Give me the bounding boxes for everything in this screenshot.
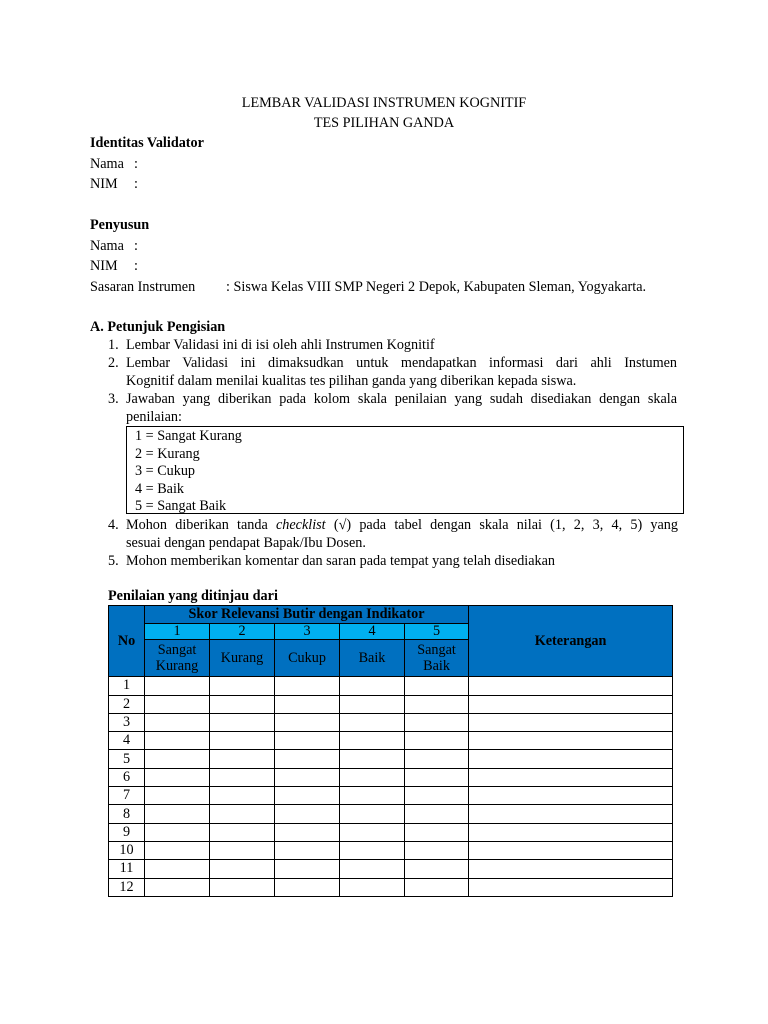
petunjuk-item-text-cont: Kognitif dalam menilai kualitas tes pilihan ganda yang diberikan kepada siswa.: [126, 373, 577, 389]
score-label: Sangat Kurang: [145, 640, 210, 677]
rating-scale-box: [126, 426, 684, 514]
row-number: 4: [109, 732, 145, 750]
petunjuk-item-text: Jawaban yang diberikan pada kolom skala penilaian yang sudah disediakan dengan skala: [126, 391, 677, 407]
score-cell[interactable]: [275, 677, 340, 695]
document-title-line1: LEMBAR VALIDASI INSTRUMEN KOGNITIF: [241, 95, 527, 111]
score-cell[interactable]: [275, 750, 340, 768]
scale-item: 1 = Sangat Kurang: [135, 428, 242, 444]
score-cell[interactable]: [405, 841, 469, 859]
score-label: Baik: [340, 640, 405, 677]
row-number: 1: [109, 677, 145, 695]
row-number: 9: [109, 823, 145, 841]
score-cell[interactable]: [210, 750, 275, 768]
scale-item: 5 = Sangat Baik: [135, 498, 227, 514]
score-number: 1: [145, 624, 210, 640]
score-cell[interactable]: [340, 860, 405, 878]
column-header-no: No: [109, 606, 145, 677]
score-cell[interactable]: [275, 695, 340, 713]
score-cell[interactable]: [210, 841, 275, 859]
score-cell[interactable]: [210, 805, 275, 823]
row-number: 6: [109, 768, 145, 786]
column-header-group: Skor Relevansi Butir dengan Indikator: [145, 606, 469, 624]
score-cell[interactable]: [210, 768, 275, 786]
score-label: Kurang: [210, 640, 275, 677]
score-cell[interactable]: [340, 695, 405, 713]
keterangan-cell[interactable]: [469, 860, 673, 878]
score-cell[interactable]: [145, 732, 210, 750]
table-row: [109, 787, 673, 805]
score-cell[interactable]: [405, 787, 469, 805]
validation-table: [108, 605, 673, 897]
penilaian-heading: Penilaian yang ditinjau dari: [108, 588, 278, 604]
petunjuk-item-number: 4.: [108, 517, 119, 533]
petunjuk-item-text: Mohon memberikan komentar dan saran pada tempat yang telah disediakan: [126, 553, 556, 569]
score-cell[interactable]: [340, 677, 405, 695]
score-cell[interactable]: [340, 713, 405, 731]
score-cell[interactable]: [210, 695, 275, 713]
score-cell[interactable]: [340, 732, 405, 750]
score-cell[interactable]: [405, 695, 469, 713]
petunjuk-item-text-cont: penilaian:: [126, 409, 182, 425]
keterangan-cell[interactable]: [469, 878, 673, 896]
score-cell[interactable]: [275, 713, 340, 731]
score-cell[interactable]: [145, 750, 210, 768]
scale-item: 3 = Cukup: [135, 463, 196, 479]
score-cell[interactable]: [340, 878, 405, 896]
table-row: [109, 841, 673, 859]
score-cell[interactable]: [405, 713, 469, 731]
row-number: 5: [109, 750, 145, 768]
score-cell[interactable]: [145, 787, 210, 805]
score-cell[interactable]: [405, 750, 469, 768]
score-number: 5: [405, 624, 469, 640]
keterangan-cell[interactable]: [469, 677, 673, 695]
petunjuk-item-text: Lembar Validasi ini dimaksudkan untuk mendapatkan informasi dari ahli Instumen: [126, 355, 677, 371]
score-cell[interactable]: [405, 732, 469, 750]
column-header-keterangan: Keterangan: [469, 606, 673, 677]
table-row: [109, 805, 673, 823]
petunjuk-item-text: Lembar Validasi ini di isi oleh ahli Instrumen Kognitif: [126, 337, 435, 353]
validator-heading: Identitas Validator: [90, 135, 204, 151]
petunjuk-item-number: 5.: [108, 553, 119, 569]
score-cell[interactable]: [405, 878, 469, 896]
score-cell[interactable]: [210, 787, 275, 805]
table-row: [109, 677, 673, 695]
score-cell[interactable]: [340, 750, 405, 768]
score-cell[interactable]: [340, 841, 405, 859]
petunjuk-item-text: Mohon diberikan tanda checklist (√) pada tabel dengan skala nilai (1, 2, 3, 4, 5) yang: [126, 517, 678, 533]
score-cell[interactable]: [210, 713, 275, 731]
row-number: 10: [109, 841, 145, 859]
table-row: [109, 860, 673, 878]
penyusun-nama-label: Nama: [90, 238, 124, 254]
score-cell[interactable]: [275, 805, 340, 823]
scale-item: 2 = Kurang: [135, 445, 200, 462]
table-row: [109, 768, 673, 786]
penyusun-nim-colon: :: [134, 258, 138, 274]
score-cell[interactable]: [145, 713, 210, 731]
keterangan-cell[interactable]: [469, 841, 673, 859]
score-cell[interactable]: [275, 768, 340, 786]
row-number: 3: [109, 713, 145, 731]
penyusun-nama-colon: :: [134, 238, 138, 254]
table-row: [109, 878, 673, 896]
keterangan-cell[interactable]: [469, 768, 673, 786]
score-cell[interactable]: [210, 823, 275, 841]
score-cell[interactable]: [210, 732, 275, 750]
score-cell[interactable]: [145, 805, 210, 823]
score-cell[interactable]: [275, 878, 340, 896]
score-cell[interactable]: [275, 841, 340, 859]
table-row: [109, 695, 673, 713]
table-row: [109, 713, 673, 731]
score-cell[interactable]: [145, 677, 210, 695]
score-cell[interactable]: [145, 768, 210, 786]
score-cell[interactable]: [145, 823, 210, 841]
score-cell[interactable]: [340, 823, 405, 841]
score-cell[interactable]: [210, 860, 275, 878]
score-cell[interactable]: [145, 695, 210, 713]
validator-nim-colon: :: [134, 176, 138, 192]
score-cell[interactable]: [405, 768, 469, 786]
score-cell[interactable]: [340, 805, 405, 823]
petunjuk-heading: A. Petunjuk Pengisian: [90, 319, 226, 335]
score-cell[interactable]: [405, 823, 469, 841]
score-cell[interactable]: [275, 787, 340, 805]
keterangan-cell[interactable]: [469, 732, 673, 750]
table-row: [109, 750, 673, 768]
row-number: 8: [109, 805, 145, 823]
petunjuk-item-text-cont: sesuai dengan pendapat Bapak/Ibu Dosen.: [126, 535, 366, 551]
validator-nim-label: NIM: [90, 176, 118, 192]
score-cell[interactable]: [145, 860, 210, 878]
petunjuk-item-number: 1.: [108, 337, 119, 353]
score-cell[interactable]: [340, 768, 405, 786]
keterangan-cell[interactable]: [469, 805, 673, 823]
score-cell[interactable]: [210, 878, 275, 896]
table-row: [109, 732, 673, 750]
validator-nama-label: Nama: [90, 156, 124, 172]
row-number: 11: [109, 860, 145, 878]
keterangan-cell[interactable]: [469, 695, 673, 713]
sasaran-value: : Siswa Kelas VIII SMP Negeri 2 Depok, Kabupaten Sleman, Yogyakarta.: [226, 279, 647, 295]
score-cell[interactable]: [275, 860, 340, 878]
penyusun-heading: Penyusun: [90, 217, 150, 233]
score-cell[interactable]: [405, 860, 469, 878]
score-number: 3: [275, 624, 340, 640]
penyusun-nim-label: NIM: [90, 258, 118, 274]
score-cell[interactable]: [405, 805, 469, 823]
score-cell[interactable]: [340, 787, 405, 805]
keterangan-cell[interactable]: [469, 823, 673, 841]
score-cell[interactable]: [210, 677, 275, 695]
validator-nama-colon: :: [134, 156, 138, 172]
document-title-line2: TES PILIHAN GANDA: [313, 115, 455, 131]
score-cell[interactable]: [275, 823, 340, 841]
petunjuk-item-number: 3.: [108, 391, 119, 407]
score-label: Sangat Baik: [405, 640, 469, 677]
score-cell[interactable]: [405, 677, 469, 695]
score-number: 4: [340, 624, 405, 640]
score-cell[interactable]: [275, 732, 340, 750]
row-number: 7: [109, 787, 145, 805]
row-number: 12: [109, 878, 145, 896]
score-number: 2: [210, 624, 275, 640]
score-cell[interactable]: [145, 841, 210, 859]
petunjuk-item-number: 2.: [108, 355, 119, 371]
row-number: 2: [109, 695, 145, 713]
table-row: [109, 823, 673, 841]
score-label: Cukup: [275, 640, 340, 677]
score-cell[interactable]: [145, 878, 210, 896]
keterangan-cell[interactable]: [469, 750, 673, 768]
keterangan-cell[interactable]: [469, 713, 673, 731]
keterangan-cell[interactable]: [469, 787, 673, 805]
scale-item: 4 = Baik: [135, 480, 184, 497]
sasaran-label: Sasaran Instrumen: [90, 279, 196, 295]
